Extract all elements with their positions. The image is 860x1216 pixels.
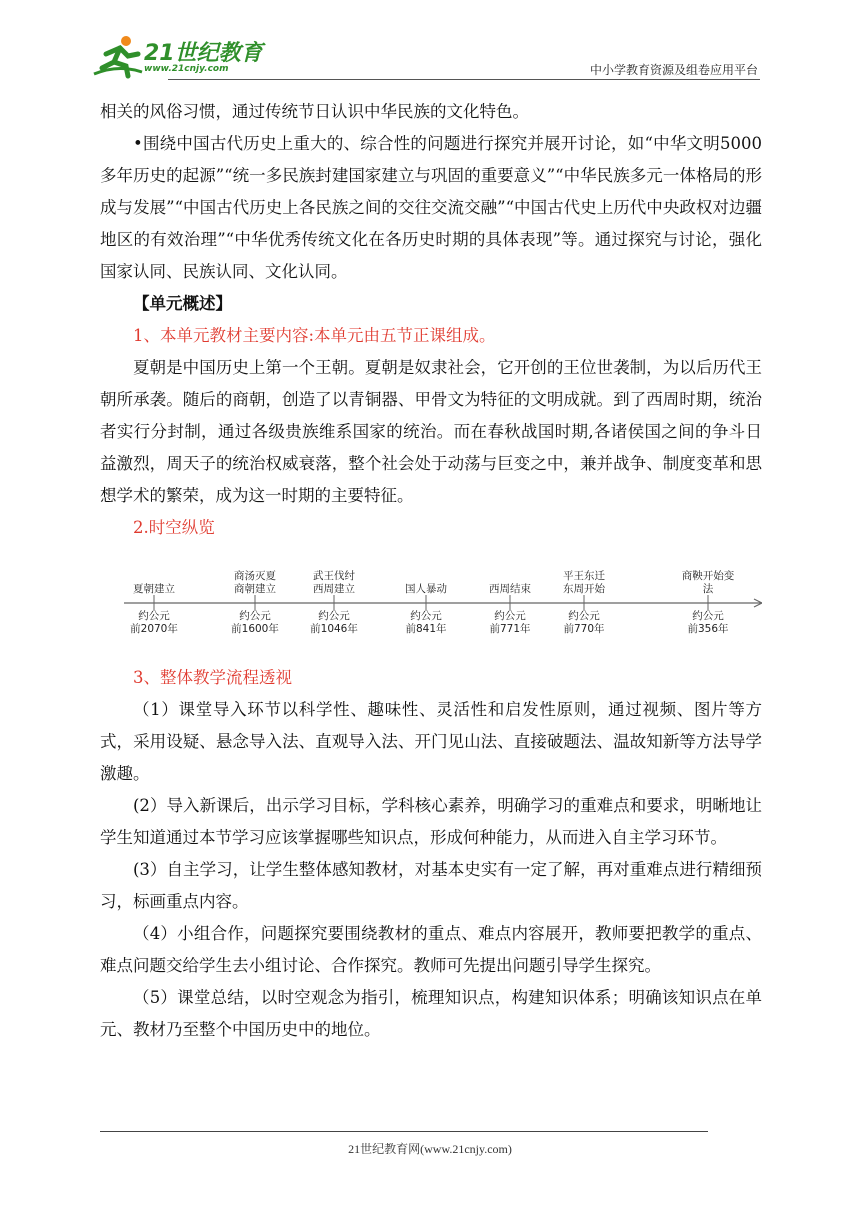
paragraph-overview: 夏朝是中国历史上第一个王朝。夏朝是奴隶社会，它开创的王位世袭制，为以后历代王朝所承袭。随后的商朝，创造了以青铜器、甲骨文为特征的文明成就。到了西周时期，统治者实行分封制，通过各级贵族维系国家的统治。而在春秋战国时期,各诸侯国之间的争斗日益激烈，周天子的统治权威衰落，整个社会处于动荡与巨变之中，兼并战争、制度变革和思想学术的繁荣，成为这一时期的主要特征。: [100, 358, 762, 505]
runner-logo-icon: [92, 34, 144, 80]
site-logo[interactable]: [92, 34, 262, 80]
heading-teaching-flow: 3、整体教学流程透视: [133, 668, 292, 687]
timeline-date-label: 约公元 前356年: [687, 610, 729, 635]
timeline-axis: [100, 550, 762, 656]
timeline-date-label: 约公元 前2070年: [130, 610, 178, 635]
timeline-date-label: 约公元 前1600年: [231, 610, 279, 635]
timeline-date-label: 约公元 前771年: [489, 610, 531, 635]
paragraph-inquiry: •围绕中国古代历史上重大的、综合性的问题进行探究并展开讨论，如“中华文明5000多年历史的起源”“统一多民族封建国家建立与巩固的重要意义”“中华民族多元一体格局的形成与发展”“中国古代历史上各民族之间的交往交流交融”“中国古代史上历代中央政权对边疆地区的有效治理”“中华优秀传统文化在各历史时期的具体表现”等。通过探究与讨论，强化国家认同、民族认同、文化认同。: [100, 134, 762, 281]
paragraph-customs: 相关的风俗习惯，通过传统节日认识中华民族的文化特色。: [100, 102, 529, 121]
timeline-event-label: 平王东迁 东周开始: [563, 570, 605, 595]
logo-url: www.21cnjy.com: [144, 64, 229, 74]
page-header: [0, 0, 860, 90]
paragraph-step-1: （1）课堂导入环节以科学性、趣味性、灵活性和启发性原则，通过视频、图片等方式，采用设疑、悬念导入法、直观导入法、开门见山法、直接破题法、温故知新等方法导学激趣。: [100, 700, 762, 783]
paragraph-step-5: （5）课堂总结，以时空观念为指引，梳理知识点，构建知识体系；明确该知识点在单元、教材乃至整个中国历史中的地位。: [100, 988, 762, 1039]
timeline-event-label: 武王伐纣 西周建立: [313, 570, 355, 595]
section-heading: 【单元概述】: [133, 294, 232, 313]
footer-divider: [100, 1131, 708, 1132]
page-footer: 21世纪教育网(www.21cnjy.com): [348, 1142, 512, 1156]
timeline-event-label: 西周结束: [489, 583, 531, 595]
paragraph-step-4: （4）小组合作，问题探究要围绕教材的重点、难点内容展开，教师要把教学的重点、难点问题交给学生去小组讨论、合作探究。教师可先提出问题引导学生探究。: [100, 924, 762, 975]
timeline-date-label: 约公元 前1046年: [310, 610, 358, 635]
document-body: [100, 96, 762, 1046]
heading-timeline: 2.时空纵览: [133, 518, 215, 537]
history-timeline: [100, 550, 762, 656]
header-divider: [168, 79, 760, 80]
timeline-date-label: 约公元 前770年: [563, 610, 605, 635]
timeline-event-label: 商汤灭夏 商朝建立: [234, 570, 276, 595]
timeline-event-label: 商鞅开始变法: [681, 570, 735, 595]
paragraph-step-3: (3）自主学习，让学生整体感知教材，对基本史实有一定了解，再对重难点进行精细预习，标画重点内容。: [100, 860, 762, 911]
timeline-event-label: 夏朝建立: [133, 583, 175, 595]
logo-text: 21世纪教育: [144, 41, 263, 66]
platform-name: 中小学教育资源及组卷应用平台: [589, 63, 758, 77]
heading-main-content: 1、本单元教材主要内容:本单元由五节正课组成。: [133, 326, 496, 345]
paragraph-step-2: (2）导入新课后，出示学习目标，学科核心素养，明确学习的重难点和要求，明晰地让学生知道通过本节学习应该掌握哪些知识点，形成何种能力，从而进入自主学习环节。: [100, 796, 762, 847]
timeline-event-label: 国人暴动: [405, 583, 447, 595]
timeline-date-label: 约公元 前841年: [405, 610, 447, 635]
